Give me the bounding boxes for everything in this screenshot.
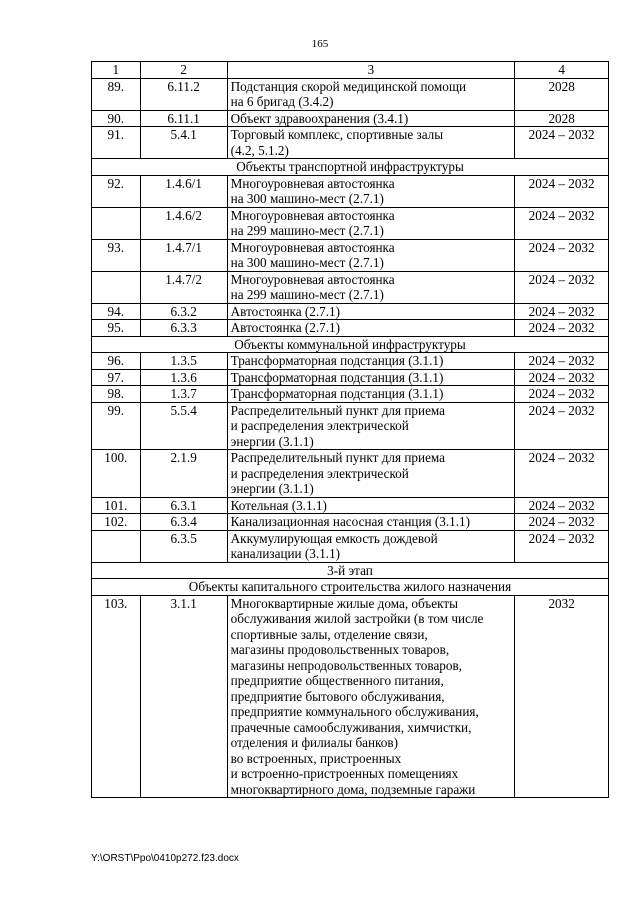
object-description: Трансформаторная подстанция (3.1.1) — [227, 353, 515, 370]
object-code: 6.3.1 — [140, 497, 227, 514]
object-code: 6.3.4 — [140, 514, 227, 531]
implementation-period: 2024 – 2032 — [515, 386, 609, 403]
table-row — [92, 595, 609, 798]
row-number: 98. — [92, 386, 141, 403]
object-description: Объект здравоохранения (3.4.1) — [227, 110, 515, 127]
table-row — [92, 271, 609, 303]
row-number: 101. — [92, 497, 141, 514]
table-header-row — [92, 62, 609, 79]
object-code: 1.3.5 — [140, 353, 227, 370]
row-number: 100. — [92, 450, 141, 498]
object-code: 6.11.2 — [140, 78, 227, 110]
file-path-footer: Y:\ORST\Ppo\0410p272.f23.docx — [91, 853, 239, 864]
row-number — [92, 271, 141, 303]
row-number: 96. — [92, 353, 141, 370]
implementation-period: 2024 – 2032 — [515, 450, 609, 498]
object-description: Многоуровневая автостоянка на 300 машино-мест (2.7.1) — [227, 175, 515, 207]
object-code: 1.4.6/1 — [140, 175, 227, 207]
section-title: Объекты коммунальной инфраструктуры — [92, 336, 609, 353]
table-row — [92, 78, 609, 110]
object-description: Распределительный пункт для приема и распределения электрической энергии (3.1.1) — [227, 402, 515, 450]
implementation-period: 2024 – 2032 — [515, 303, 609, 320]
section-header-row — [92, 336, 609, 353]
table-row — [92, 353, 609, 370]
implementation-period: 2024 – 2032 — [515, 207, 609, 239]
implementation-period: 2028 — [515, 110, 609, 127]
column-header-2: 2 — [140, 62, 227, 79]
object-code: 1.3.7 — [140, 386, 227, 403]
table-row — [92, 530, 609, 562]
object-description: Многоуровневая автостоянка на 300 машино-мест (2.7.1) — [227, 239, 515, 271]
table-row — [92, 386, 609, 403]
row-number: 92. — [92, 175, 141, 207]
object-code: 2.1.9 — [140, 450, 227, 498]
object-code: 5.5.4 — [140, 402, 227, 450]
implementation-period: 2024 – 2032 — [515, 353, 609, 370]
section-header-row — [92, 159, 609, 176]
implementation-period: 2024 – 2032 — [515, 514, 609, 531]
row-number: 103. — [92, 595, 141, 798]
column-header-3: 3 — [227, 62, 515, 79]
table-row — [92, 450, 609, 498]
table-row — [92, 303, 609, 320]
object-code: 3.1.1 — [140, 595, 227, 798]
object-code: 6.3.2 — [140, 303, 227, 320]
object-code: 6.3.5 — [140, 530, 227, 562]
implementation-period: 2024 – 2032 — [515, 271, 609, 303]
object-description: Аккумулирующая емкость дождевой канализации (3.1.1) — [227, 530, 515, 562]
section-title: Объекты капитального строительства жилого назначения — [92, 579, 609, 596]
object-description: Торговый комплекс, спортивные залы (4.2, 5.1.2) — [227, 127, 515, 159]
row-number — [92, 207, 141, 239]
object-code: 1.4.7/2 — [140, 271, 227, 303]
table-row — [92, 402, 609, 450]
table-row — [92, 175, 609, 207]
row-number: 102. — [92, 514, 141, 531]
object-code: 1.4.7/1 — [140, 239, 227, 271]
object-description: Многоквартирные жилые дома, объекты обслуживания жилой застройки (в том числе спортивные залы, отделение связи, магазины продовольственных товаров, магазины непродовольственных товаров, предприятие общественного питания, предприятие бытового обслуживания, предприятие коммунального обслуживания, прачечные самообслуживания, химчистки, отделения и филиалы банков) во встроенных, пристроенных и встроенно-пристроенных помещениях многоквартирного дома, подземные гаражи — [227, 595, 515, 798]
row-number: 95. — [92, 320, 141, 337]
implementation-period: 2024 – 2032 — [515, 497, 609, 514]
object-description: Подстанция скорой медицинской помощи на 6 бригад (3.4.2) — [227, 78, 515, 110]
row-number: 97. — [92, 369, 141, 386]
table-row — [92, 239, 609, 271]
table-row — [92, 207, 609, 239]
object-description: Котельная (3.1.1) — [227, 497, 515, 514]
implementation-period: 2024 – 2032 — [515, 175, 609, 207]
schedule-table — [91, 61, 609, 798]
object-description: Распределительный пункт для приема и распределения электрической энергии (3.1.1) — [227, 450, 515, 498]
section-title: 3-й этап — [92, 562, 609, 579]
table-row — [92, 320, 609, 337]
implementation-period: 2024 – 2032 — [515, 369, 609, 386]
row-number: 91. — [92, 127, 141, 159]
implementation-period: 2024 – 2032 — [515, 239, 609, 271]
object-description: Многоуровневая автостоянка на 299 машино-мест (2.7.1) — [227, 207, 515, 239]
object-description: Канализационная насосная станция (3.1.1) — [227, 514, 515, 531]
object-description: Многоуровневая автостоянка на 299 машино-мест (2.7.1) — [227, 271, 515, 303]
page-number: 165 — [311, 38, 329, 50]
object-code: 6.11.1 — [140, 110, 227, 127]
object-code: 6.3.3 — [140, 320, 227, 337]
object-code: 1.3.6 — [140, 369, 227, 386]
table-row — [92, 127, 609, 159]
implementation-period: 2024 – 2032 — [515, 127, 609, 159]
object-description: Автостоянка (2.7.1) — [227, 320, 515, 337]
implementation-period: 2024 – 2032 — [515, 320, 609, 337]
row-number: 94. — [92, 303, 141, 320]
object-description: Автостоянка (2.7.1) — [227, 303, 515, 320]
implementation-period: 2024 – 2032 — [515, 402, 609, 450]
object-code: 1.4.6/2 — [140, 207, 227, 239]
row-number — [92, 530, 141, 562]
object-description: Трансформаторная подстанция (3.1.1) — [227, 369, 515, 386]
implementation-period: 2028 — [515, 78, 609, 110]
row-number: 90. — [92, 110, 141, 127]
object-description: Трансформаторная подстанция (3.1.1) — [227, 386, 515, 403]
table-row — [92, 514, 609, 531]
object-code: 5.4.1 — [140, 127, 227, 159]
row-number: 99. — [92, 402, 141, 450]
column-header-4: 4 — [515, 62, 609, 79]
table-row — [92, 110, 609, 127]
row-number: 89. — [92, 78, 141, 110]
section-title: Объекты транспортной инфраструктуры — [92, 159, 609, 176]
row-number: 93. — [92, 239, 141, 271]
table-row — [92, 497, 609, 514]
implementation-period: 2032 — [515, 595, 609, 798]
implementation-period: 2024 – 2032 — [515, 530, 609, 562]
table-row — [92, 369, 609, 386]
section-header-row — [92, 562, 609, 579]
section-header-row — [92, 579, 609, 596]
column-header-1: 1 — [92, 62, 141, 79]
